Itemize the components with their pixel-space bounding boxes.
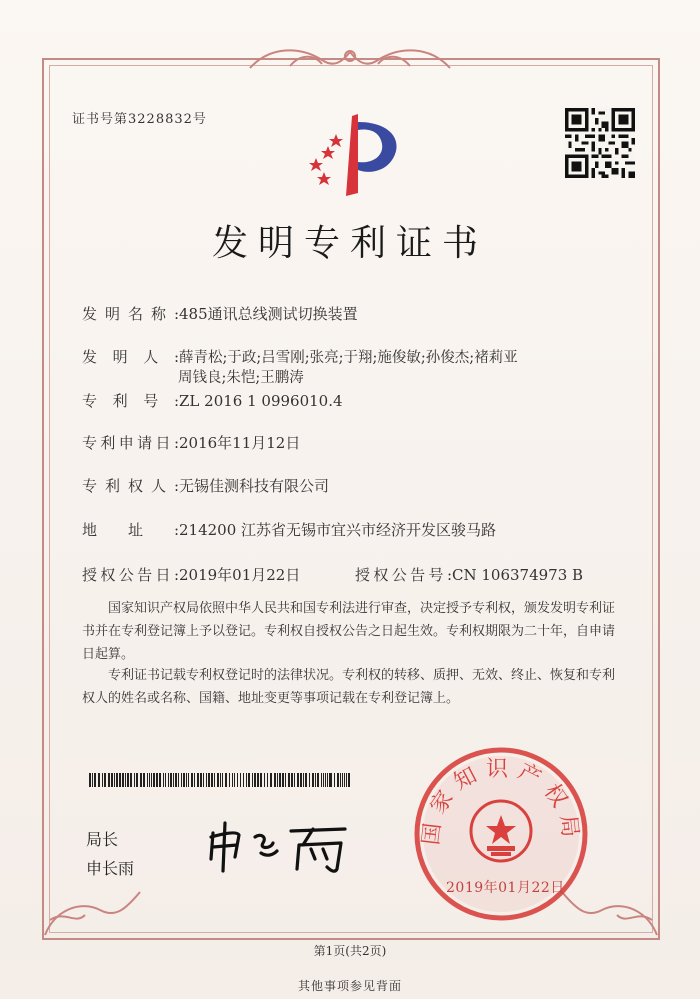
field-inventors-continued: 周钱良;朱恺;王鹏涛 [178, 370, 304, 386]
field-label: 授权公告日: [82, 566, 179, 584]
barcode-bar [163, 773, 165, 787]
field-label: 地址: [82, 521, 179, 539]
barcode-bar [243, 773, 244, 787]
qr-code-icon [565, 108, 635, 178]
barcode-bar [136, 773, 138, 787]
barcode-bar [114, 773, 115, 787]
barcode-bar [312, 773, 314, 787]
barcode-bar [237, 773, 238, 787]
barcode-bar [334, 773, 335, 787]
field-label: 发明名称: [82, 305, 179, 323]
director-title: 局长 [86, 830, 119, 849]
barcode-bar [206, 773, 207, 787]
field-inventors [82, 346, 518, 367]
field-label: 专利申请日: [82, 434, 179, 452]
barcode-bar [105, 773, 106, 787]
barcode-bar [342, 773, 343, 787]
barcode-bar [248, 773, 250, 787]
field-address [82, 519, 496, 540]
certificate-number: 证书号第3228832号 [72, 112, 207, 127]
barcode-bar [134, 773, 136, 787]
barcode-bar [340, 773, 341, 787]
barcode-bar [270, 773, 272, 787]
field-application-date [82, 432, 300, 453]
barcode-bar [194, 773, 196, 787]
barcode-bar [260, 773, 262, 787]
barcode-bar [252, 773, 253, 787]
barcode-bar [156, 773, 158, 787]
barcode-bar [181, 773, 182, 787]
barcode-bar [104, 773, 105, 787]
barcode-bar [186, 773, 187, 787]
barcode-bar [285, 773, 286, 787]
certificate-title: 发明专利证书 [211, 223, 488, 264]
barcode-bar [147, 773, 148, 787]
barcode-bar [98, 773, 100, 787]
barcode-bar [173, 773, 174, 787]
barcode-bar [217, 773, 219, 787]
field-label: 发明人: [82, 348, 179, 366]
barcode-bar [225, 773, 227, 787]
barcode-bar [108, 773, 110, 787]
field-value: CN 106374973 B [452, 566, 584, 584]
barcode-bar [264, 773, 266, 787]
barcode-bar [214, 773, 215, 787]
barcode-bar [327, 773, 328, 787]
barcode-bar [348, 773, 350, 787]
barcode-bar [267, 773, 268, 787]
barcode-bar [151, 773, 152, 787]
seal-date: 2019年01月22日 [446, 880, 565, 896]
barcode-bar [89, 773, 91, 787]
statement-paragraph-1: 国家知识产权局依照中华人民共和国专利法进行审查，决定授予专利权，颁发发明专利证书并在专利登记簿上予以登记。专利权自授权公告之日起生效。专利权期限为二十年，自申请日起算。 [82, 601, 616, 662]
barcode-bar [234, 773, 235, 787]
barcode-bar [92, 773, 93, 787]
barcode-bar [294, 773, 295, 787]
field-value: 485通讯总线测试切换装置 [179, 305, 358, 323]
barcode-bar [277, 773, 278, 787]
barcode-bar [274, 773, 276, 787]
barcode-bar [298, 773, 299, 787]
barcode-bar [175, 773, 177, 787]
barcode-bar [153, 773, 155, 787]
barcode-bar [297, 773, 298, 787]
barcode-bar [159, 773, 161, 787]
barcode-bar [279, 773, 281, 787]
director-name: 申长雨 [86, 859, 135, 878]
barcode-bar [303, 773, 304, 787]
barcode-bar [240, 773, 241, 787]
barcode-bar [183, 773, 185, 787]
barcode-bar [257, 773, 259, 787]
barcode-bar [291, 773, 293, 787]
barcode-bar [111, 773, 113, 787]
field-value: 214200 江苏省无锡市宜兴市经济开发区骏马路 [179, 521, 497, 539]
barcode-bar [344, 773, 345, 787]
barcode-bar [330, 773, 332, 787]
field-value: 无锡佳测科技有限公司 [179, 477, 330, 495]
back-note: 其他事项参见背面 [297, 979, 402, 993]
barcode-bar [122, 773, 124, 787]
barcode-bar [288, 773, 290, 787]
barcode-bar [254, 773, 256, 787]
barcode-bar [315, 773, 316, 787]
seal-text: 国家知识产权局 [418, 756, 584, 847]
page-indicator: 第1页(共2页) [313, 944, 387, 958]
barcode-bar [170, 773, 172, 787]
field-grant-number [355, 564, 583, 585]
barcode-bar [222, 773, 223, 787]
barcode-bar [317, 773, 319, 787]
statement-paragraph-2: 专利证书记载专利权登记时的法律状况。专利权的转移、质押、无效、终止、恢复和专利权人的姓名或名称、国籍、地址变更等事项记载在专利登记簿上。 [82, 668, 616, 706]
field-invention-name [82, 303, 358, 324]
field-label: 授权公告号: [355, 566, 452, 584]
barcode-bar [130, 773, 132, 787]
barcode-icon [89, 773, 351, 787]
barcode-bar [337, 773, 339, 787]
barcode-bar [143, 773, 145, 787]
bottom-left-ornament [40, 880, 150, 940]
barcode-bar [140, 773, 142, 787]
barcode-bar [188, 773, 189, 787]
field-patentee [82, 475, 329, 496]
barcode-bar [208, 773, 210, 787]
barcode-bar [102, 773, 103, 787]
barcode-bar [149, 773, 150, 787]
barcode-bar [329, 773, 330, 787]
barcode-bar [300, 773, 302, 787]
barcode-bar [125, 773, 126, 787]
field-label: 专利权人: [82, 477, 179, 495]
barcode-bar [197, 773, 199, 787]
barcode-bar [94, 773, 96, 787]
barcode-bar [211, 773, 213, 787]
barcode-bar [178, 773, 179, 787]
barcode-bar [229, 773, 231, 787]
field-label: 专利号: [82, 392, 179, 410]
cnipa-logo-icon [300, 108, 410, 198]
field-value: 2019年01月22日 [179, 566, 301, 584]
field-value: 2016年11月12日 [179, 434, 301, 452]
barcode-bar [282, 773, 284, 787]
barcode-bar [305, 773, 307, 787]
barcode-bar [246, 773, 247, 787]
barcode-bar [309, 773, 310, 787]
barcode-bar [325, 773, 326, 787]
barcode-bar [200, 773, 202, 787]
barcode-bar [323, 773, 324, 787]
barcode-bar [165, 773, 166, 787]
barcode-bar [232, 773, 233, 787]
field-patent-number [82, 390, 343, 411]
barcode-bar [191, 773, 193, 787]
barcode-bar [168, 773, 169, 787]
top-ornament [230, 40, 470, 74]
field-value: ZL 2016 1 0996010.4 [179, 392, 343, 410]
field-grant-date [82, 564, 300, 585]
barcode-bar [119, 773, 121, 787]
field-value: 薛青松;于政;吕雪刚;张亮;于翔;施俊敏;孙俊杰;褚莉亚 [179, 350, 518, 366]
barcode-bar [203, 773, 204, 787]
barcode-bar [346, 773, 347, 787]
barcode-bar [116, 773, 118, 787]
barcode-bar [321, 773, 322, 787]
barcode-bar [220, 773, 221, 787]
director-signature [195, 815, 360, 875]
barcode-bar [127, 773, 129, 787]
